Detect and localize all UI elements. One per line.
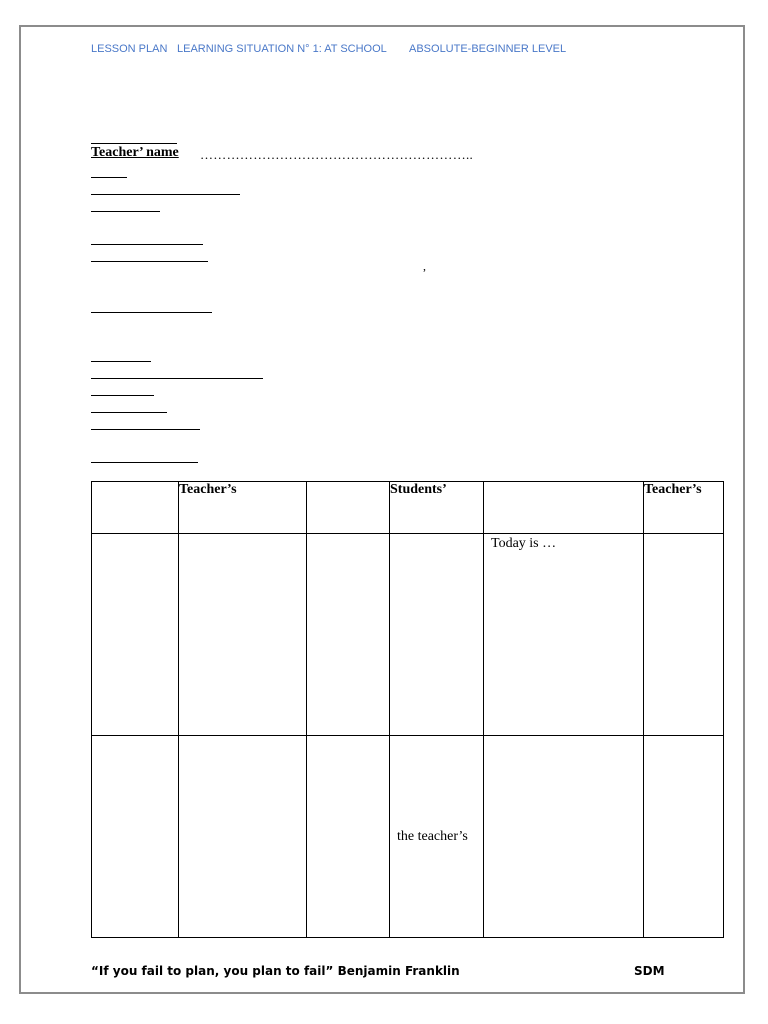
table-header-cell [307, 482, 390, 534]
table-header-cell: Teacher’s [644, 482, 724, 534]
table-cell [307, 736, 390, 938]
label-underline [91, 194, 240, 195]
label-underline [91, 244, 203, 245]
table-cell [644, 534, 724, 736]
table-cell [644, 736, 724, 938]
table-header-cell: Teacher’s [179, 482, 307, 534]
table-header-cell [484, 482, 644, 534]
table-cell [390, 534, 484, 736]
footer-signature: SDM [634, 964, 665, 978]
table-cell [179, 736, 307, 938]
label-underline [91, 361, 151, 362]
label-underline [91, 177, 127, 178]
teacher-name-label: Teacher’ name [91, 145, 179, 160]
label-underline [91, 412, 167, 413]
label-underline [91, 429, 200, 430]
table-cell: Today is … [484, 534, 644, 736]
table-cell [307, 534, 390, 736]
label-underline [91, 462, 198, 463]
label-underline [91, 312, 212, 313]
table-cell [92, 736, 179, 938]
header-lesson-plan: LESSON PLAN [91, 43, 168, 55]
table-header-row [92, 482, 724, 534]
label-underline [91, 395, 154, 396]
label-underline [91, 261, 208, 262]
lesson-plan-table [91, 481, 724, 938]
table-cell [179, 534, 307, 736]
table-cell [92, 534, 179, 736]
table-row [92, 534, 724, 736]
footer-quote: “If you fail to plan, you plan to fail” Benjamin Franklin [91, 964, 460, 978]
label-underline [91, 378, 263, 379]
header-level: ABSOLUTE-BEGINNER LEVEL [409, 43, 567, 55]
header-learning-situation: LEARNING SITUATION N° 1: AT SCHOOL [177, 43, 387, 55]
table-cell: the teacher’s [390, 736, 484, 938]
label-underline [91, 143, 177, 144]
table-header-cell: Students’ [390, 482, 484, 534]
table-row [92, 736, 724, 938]
table-header-cell [92, 482, 179, 534]
teacher-name-field[interactable]: …………………………………………………….. [200, 147, 474, 162]
stray-mark: , [423, 259, 426, 273]
label-underline [91, 211, 160, 212]
table-cell [484, 736, 644, 938]
